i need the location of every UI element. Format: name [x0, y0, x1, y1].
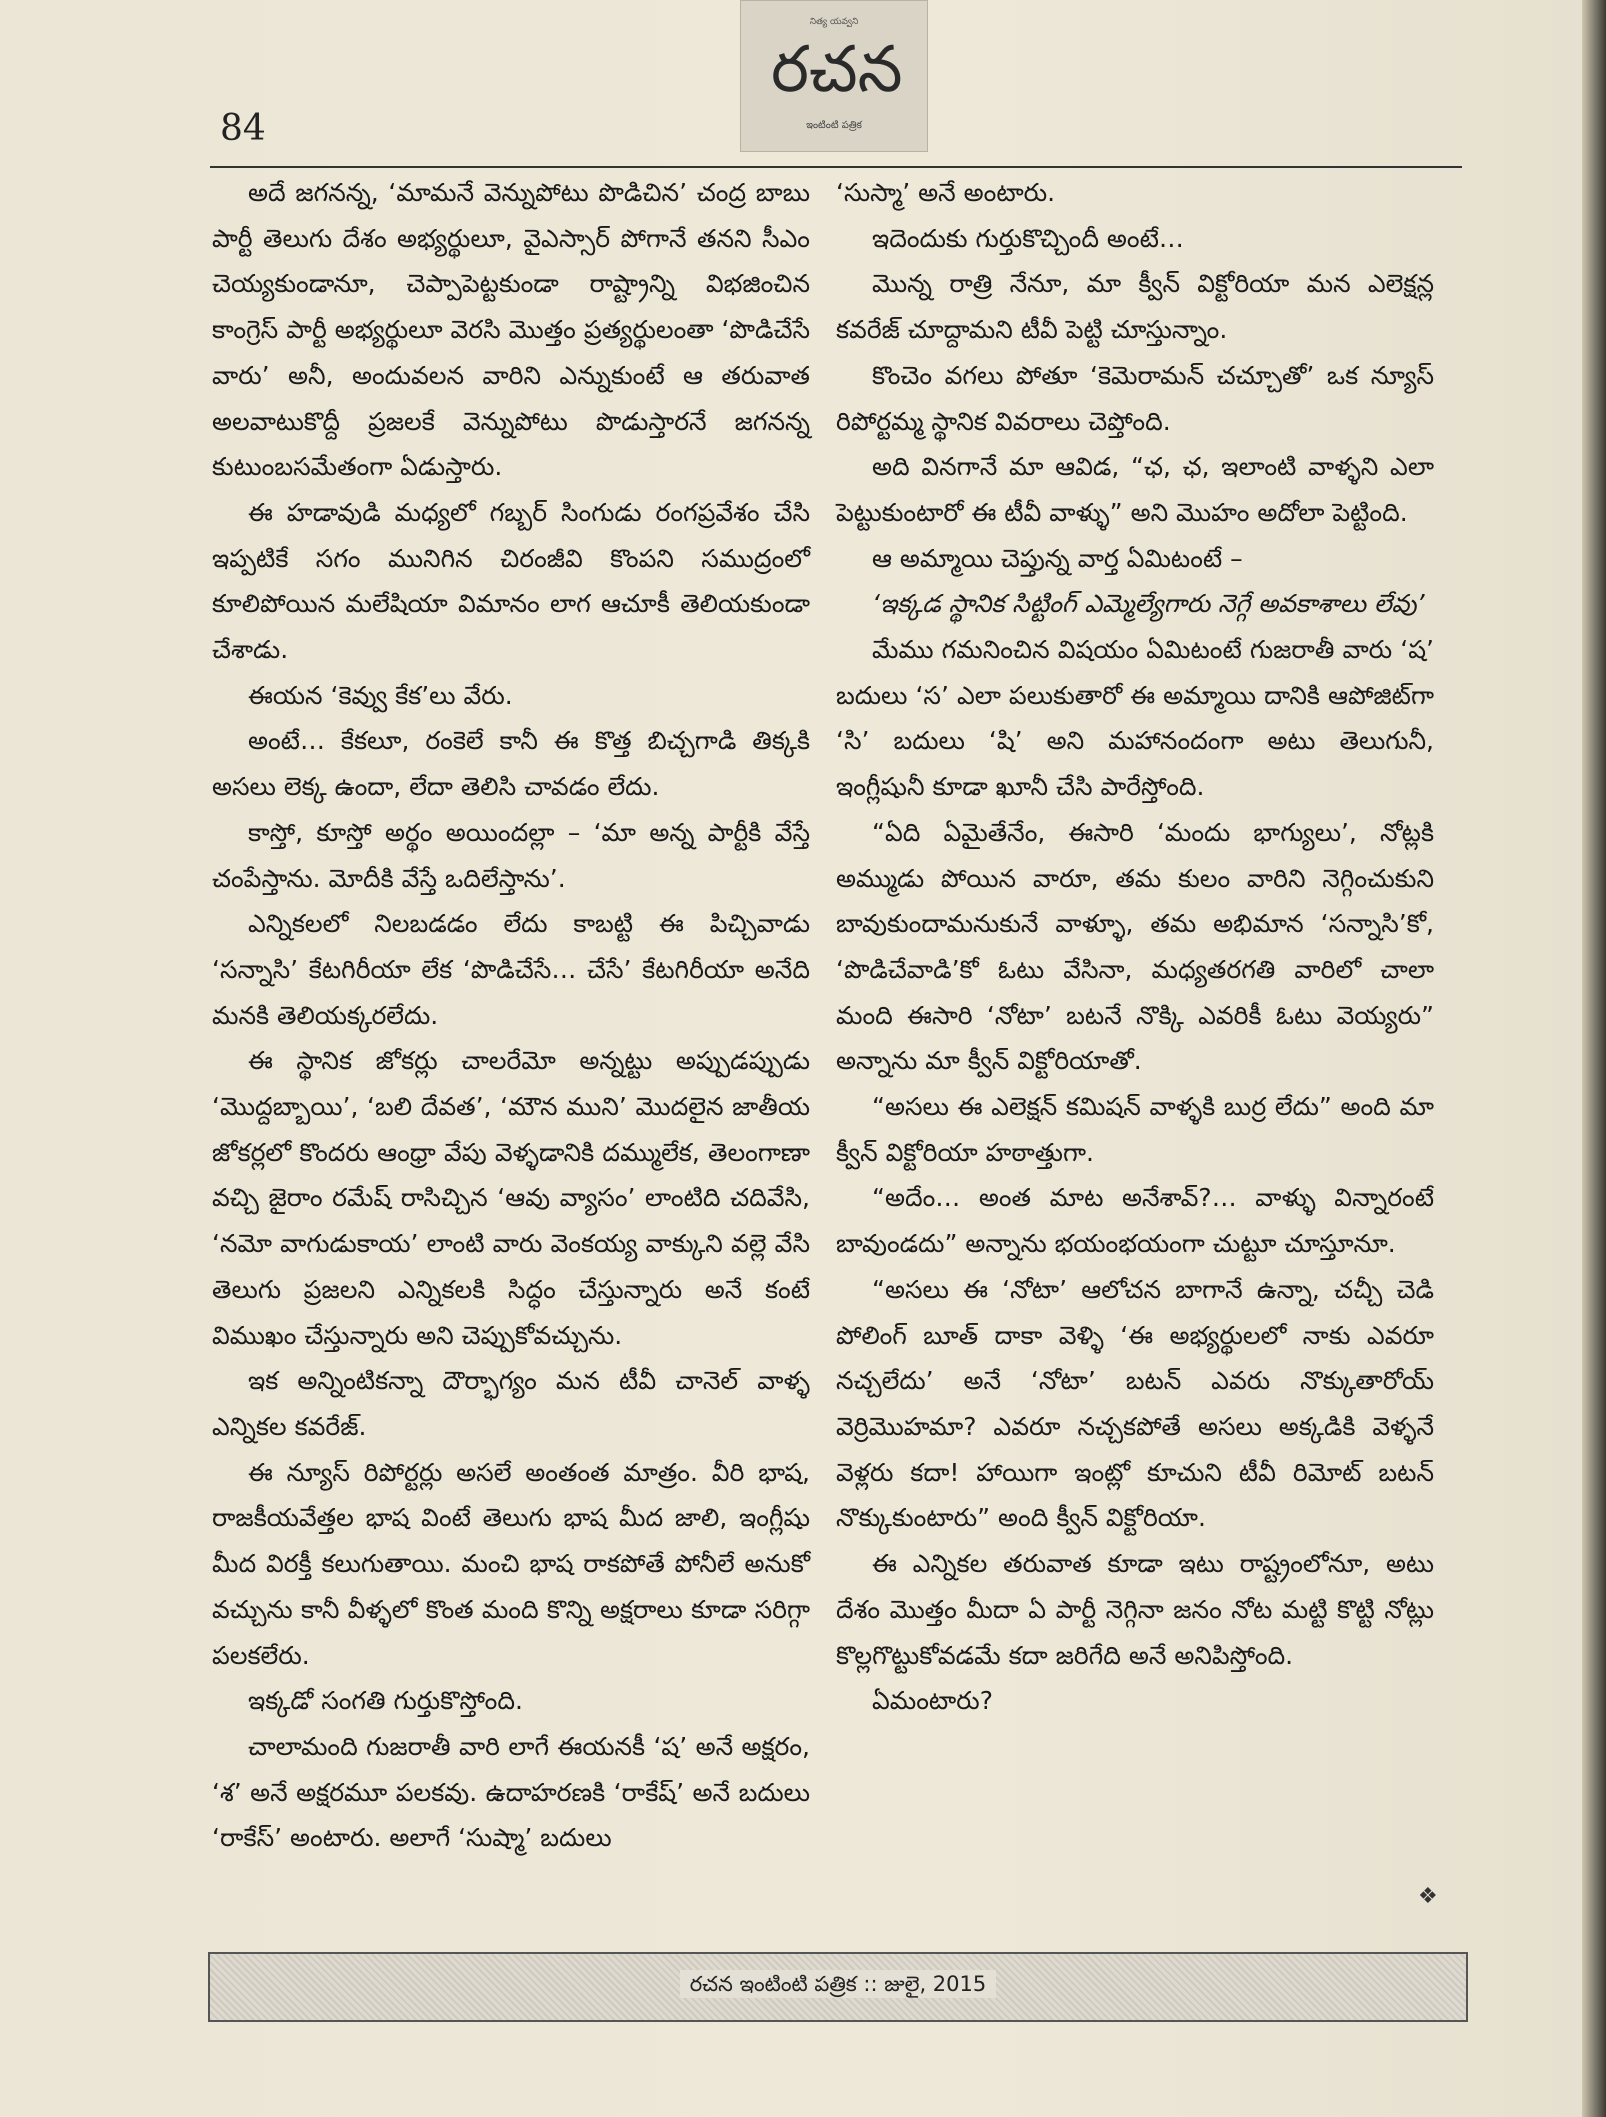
paragraph: ఈ స్థానిక జోకర్లు చాలరేమో అన్నట్టు అప్పుడప్పుడు ‘మొద్దబ్బాయి’, ‘బలి దేవత’, ‘మౌన ముని’ మొదలైన జాతీయ జోకర్లలో కొందరు ఆంధ్రా వేపు వెళ్ళడానికి దమ్ములేక, తెలంగాణా వచ్చి జైరాం రమేష్ రాసిచ్చిన ‘ఆవు వ్యాసం’ లాంటిది చదివేసి, ‘నమో వాగుడుకాయ’ లాంటి వారు వెంకయ్య వాక్కుని వల్లె వేసి తెలుగు ప్రజలని ఎన్నికలకి సిద్ధం చేస్తున్నారు అనే కంటే విముఖం చేస్తున్నారు అని చెప్పుకోవచ్చును. — [212, 1046, 810, 1350]
paragraph: ఈ ఎన్నికల తరువాత కూడా ఇటు రాష్ట్రంలోనూ, అటు దేశం మొత్తం మీదా ఏ పార్టీ నెగ్గినా జనం నోట మట్టి కొట్టి నోట్లు కొల్లగొట్టుకోవడమే కదా జరిగేది అనే అనిపిస్తోంది. — [836, 1549, 1434, 1670]
paragraph: ‘సుస్మా’ అనే అంటారు. — [836, 178, 1056, 207]
paragraph: ఈ హడావుడి మధ్యలో గబ్బర్ సింగుడు రంగప్రవేశం చేసి ఇప్పటికే సగం మునిగిన చిరంజీవి కొంపని సముద్రంలో కూలిపోయిన మలేషియా విమానం లాగ ఆచూకీ తెలియకుండా చేశాడు. — [212, 497, 810, 665]
paragraph: ఈయన ‘కెవ్వు కేక’లు వేరు. — [248, 680, 513, 710]
paragraph: అంటే… కేకలూ, రంకెలే కానీ ఈ కొత్త బిచ్చగాడి తిక్కకి అసలు లెక్క ఉందా, లేదా తెలిసి చావడం లేదు. — [212, 726, 810, 802]
page-edge-shadow — [1582, 0, 1606, 2117]
footer-credit-text: రచన ఇంటింటి పత్రిక :: జులై, 2015 — [680, 1970, 997, 1998]
paragraph: ఇదెందుకు గుర్తుకొచ్చిందీ అంటే… — [872, 223, 1184, 253]
paragraph: ఏమంటారు? — [872, 1686, 993, 1716]
paragraph: ఈ న్యూస్ రిపోర్టర్లు అసలే అంతంత మాత్రం. వీరి భాష, రాజకీయవేత్తల భాష వింటే తెలుగు భాష మీద జాలి, ఇంగ్లీషు మీద విరక్తీ కలుగుతాయి. మంచి భాష రాకపోతే పోనీలే అనుకో వచ్చును కానీ వీళ్ళలో కొంత మంది కొన్ని అక్షరాలు కూడా సరిగ్గా పలకలేరు. — [212, 1457, 810, 1670]
paragraph: “అసలు ఈ ఎలెక్షన్ కమిషన్ వాళ్ళకి బుర్ర లేదు” అంది మా క్వీన్ విక్టోరియా హఠాత్తుగా. — [836, 1092, 1434, 1167]
paragraph: ‘ఇక్కడ స్థానిక సిట్టింగ్ ఎమ్మెల్యేగారు నెగ్గే అవకాశాలు లేవు’ — [872, 589, 1425, 619]
paragraph: కొంచెం వగలు పోతూ ‘కెమెరామన్ చచ్చూతో’ ఒక న్యూస్ రిపోర్టమ్మ స్థానిక వివరాలు చెప్తోంది. — [836, 360, 1434, 436]
logo-tagline: నిత్య యవ్వని — [809, 17, 859, 27]
end-mark: ❖ — [1418, 1884, 1438, 1909]
logo-subtitle: ఇంటింటి పత్రిక — [806, 120, 862, 131]
paragraph: ఇక్కడో సంగతి గుర్తుకొస్తోంది. — [248, 1686, 523, 1716]
paragraph: “ఏది ఏమైతేనేం, ఈసారి ‘మందు భాగ్యులు’, నోట్లకి అమ్ముడు పోయిన వారూ, తమ కులం వారిని నెగ్గించుకుని బావుకుందామనుకునే వాళ్ళూ, తమ అభిమాన ‘సన్నాసి’కో, ‘పొడిచేవాడి’కో ఓటు వేసినా, మధ్యతరగతి వారిలో చాలా మంది ఈసారి ‘నోటా’ బటనే నొక్కి ఎవరికీ ఓటు వెయ్యరు” అన్నాను మా క్వీన్ విక్టోరియాతో. — [836, 817, 1434, 1076]
paragraph: ఎన్నికలలో నిలబడడం లేదు కాబట్టి ఈ పిచ్చివాడు ‘సన్నాసి’ కేటగిరీయా లేక ‘పొడిచేసే… చేసే’ కేటగిరీయా అనేది మనకి తెలియక్కరలేదు. — [212, 909, 810, 1030]
paragraph: అదే జగనన్న, ‘మామనే వెన్నుపోటు పొడిచిన’ చంద్ర బాబు పార్టీ తెలుగు దేశం అభ్యర్థులూ, వైఎస్సార్ పోగానే తనని సీఎం చెయ్యకుండానూ, చెప్పాపెట్టకుండా రాష్ట్రాన్ని విభజించిన కాంగ్రెస్ పార్టీ అభ్యర్థులూ వెరసి మొత్తం ప్రత్యర్థులంతా ‘పొడిచేసే వారు’ అనీ, అందువలన వారిని ఎన్నుకుంటే ఆ తరువాత అలవాటుకొద్దీ ప్రజలకే వెన్నుపోటు పొడుస్తారనే జగనన్న కుటుంబసమేతంగా ఏడుస్తారు. — [212, 178, 810, 482]
footer-credit — [210, 1972, 1466, 2002]
paragraph: “అసలు ఈ ‘నోటా’ ఆలోచన బాగానే ఉన్నా, చచ్చీ చెడి పోలింగ్ బూత్ దాకా వెళ్ళి ‘ఈ అభ్యర్థులలో నాకు ఎవరూ నచ్చలేదు’ అనే ‘నోటా’ బటన్ ఎవరు నొక్కుతారోయ్ వెర్రిమొహమా? ఎవరూ నచ్చకపోతే అసలు అక్కడికి వెళ్ళనే వెళ్లరు కదా! హాయిగా ఇంట్లో కూచుని టీవీ రిమోట్ బటన్ నొక్కుకుంటారు” అంది క్వీన్ విక్టోరియా. — [836, 1274, 1434, 1533]
paragraph: “అదేం… అంత మాట అనేశావ్?… వాళ్ళు విన్నారంటే బావుండదు” అన్నాను భయంభయంగా చుట్టూ చూస్తూనూ. — [836, 1183, 1434, 1259]
paragraph: అది వినగానే మా ఆవిడ, “ఛ, ఛ, ఇలాంటి వాళ్ళని ఎలా పెట్టుకుంటారో ఈ టీవీ వాళ్ళు” అని మొహం అదోలా పెట్టింది. — [836, 452, 1434, 527]
paragraph: ఇక అన్నింటికన్నా దౌర్భాగ్యం మన టీవీ చానెల్ వాళ్ళ ఎన్నికల కవరేజ్. — [212, 1366, 810, 1441]
paragraph: చాలామంది గుజరాతీ వారి లాగే ఈయనకీ ‘ష’ అనే అక్షరం, ‘శ’ అనే అక్షరమూ పలకవు. ఉదాహరణకి ‘రాకేష్’ అనే బదులు ‘రాకేస్’ అంటారు. అలాగే ‘సుష్మా’ బదులు — [212, 1731, 810, 1853]
paragraph: మేము గమనించిన విషయం ఏమిటంటే గుజరాతీ వారు ‘ష’ బదులు ‘స’ ఎలా పలుకుతారో ఈ అమ్మాయి దానికి ఆపోజిట్‌గా ‘సి’ బదులు ‘షి’ అని మహానందంగా అటు తెలుగునీ, ఇంగ్లీషునీ కూడా ఖూనీ చేసి పారేస్తోంది. — [836, 635, 1434, 802]
paragraph: కాస్తో, కూస్తో అర్థం అయిందల్లా – ‘మా అన్న పార్టీకి వేస్తే చంపేస్తాను. మోదీకి వేస్తే ఒదిలేస్తాను’. — [212, 817, 810, 893]
logo-wordmark: రచన — [771, 33, 903, 107]
paragraph: మొన్న రాత్రి నేనూ, మా క్వీన్ విక్టోరియా మన ఎలెక్షన్ల కవరేజ్ చూద్దామని టీవీ పెట్టి చూస్తున్నాం. — [836, 269, 1434, 345]
header-rule — [210, 166, 1462, 168]
page-number: 84 — [220, 108, 266, 149]
footer-band — [208, 1952, 1468, 2022]
paragraph: ఆ అమ్మాయి చెప్తున్న వార్త ఏమిటంటే – — [872, 543, 1243, 573]
magazine-logo — [740, 0, 928, 152]
left-column — [212, 170, 810, 1861]
right-column — [836, 170, 1434, 1724]
